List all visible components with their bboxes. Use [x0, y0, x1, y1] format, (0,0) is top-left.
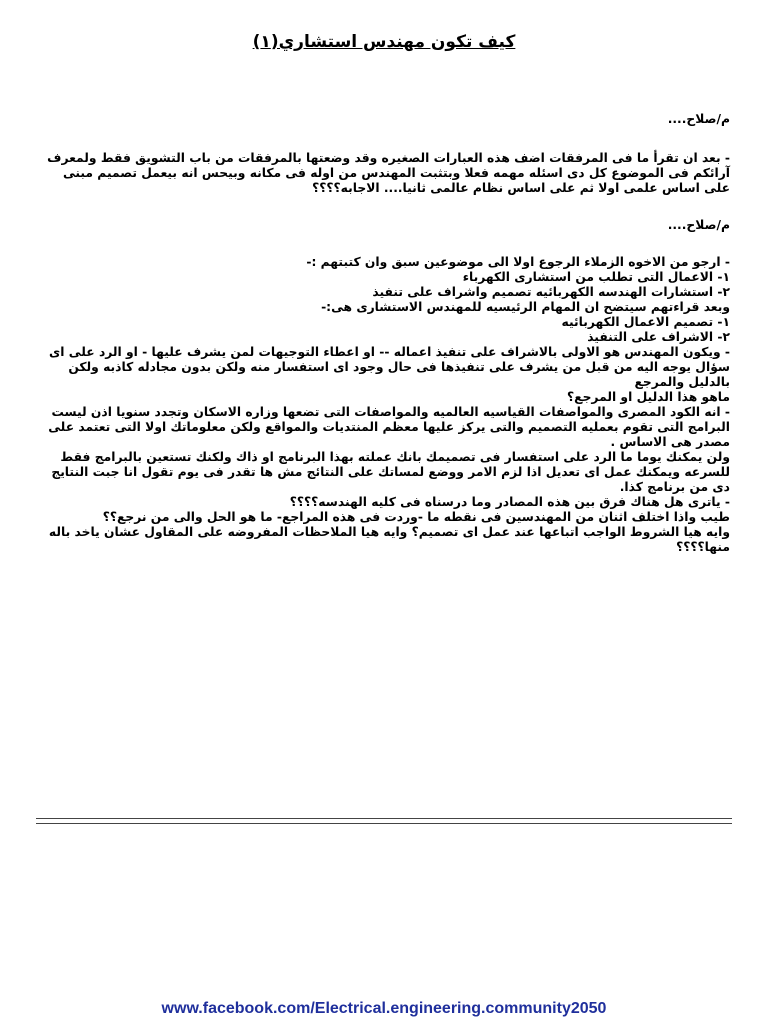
list-item: ٢- استشارات الهندسه الكهربائيه تصميم واشراف على تنفيذ	[372, 285, 730, 299]
document-title: كيف تكون مهندس استشاري(١)	[252, 32, 516, 52]
question-line: وايه هيا الشروط الواجب اتباعها عند عمل اى تصميم؟ وايه هيا الملاحظات المفروضه على المقاول عشان ياخد باله منها؟؟؟؟	[48, 525, 730, 554]
author-line: م/صلاح....	[667, 218, 730, 232]
footer-link[interactable]: www.facebook.com/Electrical.engineering.community2050	[161, 1000, 607, 1017]
paragraph: - ارجو من الاخوه الزملاء الرجوع اولا الى موضوعين سبق وان كتبتهم :-	[306, 255, 730, 269]
list-item: ١- الاعمال التى تطلب من استشارى الكهرباء	[462, 270, 730, 284]
list-item: ١- تصميم الاعمال الكهربائيه	[561, 315, 730, 329]
list-item: ٢- الاشراف على التنفيذ	[587, 330, 730, 344]
document-body	[38, 112, 730, 555]
question-line: ماهو هذا الدليل او المرجع؟	[567, 390, 730, 404]
question-line: طيب واذا اختلف اثنان من المهندسين فى نقطه ما -وردت فى هذه المراجع- ما هو الحل والى من نرجع؟؟	[102, 510, 730, 524]
question-line: - ياترى هل هناك فرق بين هذه المصادر وما درسناه فى كليه الهندسه؟؟؟؟	[289, 495, 730, 509]
paragraph: - انه الكود المصرى والمواصفات القياسيه العالميه والمواصفات التى تضعها وزاره الاسكان وتجدد سنويا اذن ليست البرامج التى تقوم بعمليه التصميم والتى يركز عليها معظم المنتديات والمواقع ولكن معلوماتك اولا التى تعتمد على مصدر هى الاساس .	[48, 405, 730, 449]
paragraph: - بعد ان تقرأ ما فى المرفقات اضف هذه العبارات الصغيره وقد وضعتها بالمرفقات من باب التشويق فقط ولمعرف آرائكم فى الموضوع كل دى اسئله مهمه فعلا وبتثبت المهندس من اوله فى مكانه وبيحس انه بيعمل تصميم مبنى على اساس علمى اولا ثم على اساس نظام عالمى ثانيا.... الاجابه؟؟؟؟	[47, 151, 730, 195]
paragraph: ولن يمكنك يوما ما الرد على استفسار فى تصميمك بانك عملته بهذا البرنامج او ذاك ولكنك تستعين بالبرامج فقط للسرعه ويمكنك عمل اى تعديل اذا لزم الامر ووضع لمساتك على النتائج مش ها تقدر فى يوم تقول انا جبت النتايج دى من برنامج كذا.	[51, 450, 730, 494]
paragraph: وبعد قراءتهم سيتضح ان المهام الرئيسيه للمهندس الاستشارى هى:-	[321, 300, 730, 314]
author-line: م/صلاح....	[667, 112, 730, 126]
footer-divider	[36, 818, 732, 819]
paragraph: - ويكون المهندس هو الاولى بالاشراف على تنفيذ اعماله -- او اعطاء التوجيهات لمن يشرف عليها - او الرد على اى سؤال يوجه اليه من قبل من يشرف على تنفيذها فى حال وجود اى استفسار منه ولكن بدون مجادله كاذبه ولكن بالدليل والمرجع	[49, 345, 730, 389]
footer-divider	[36, 823, 732, 824]
